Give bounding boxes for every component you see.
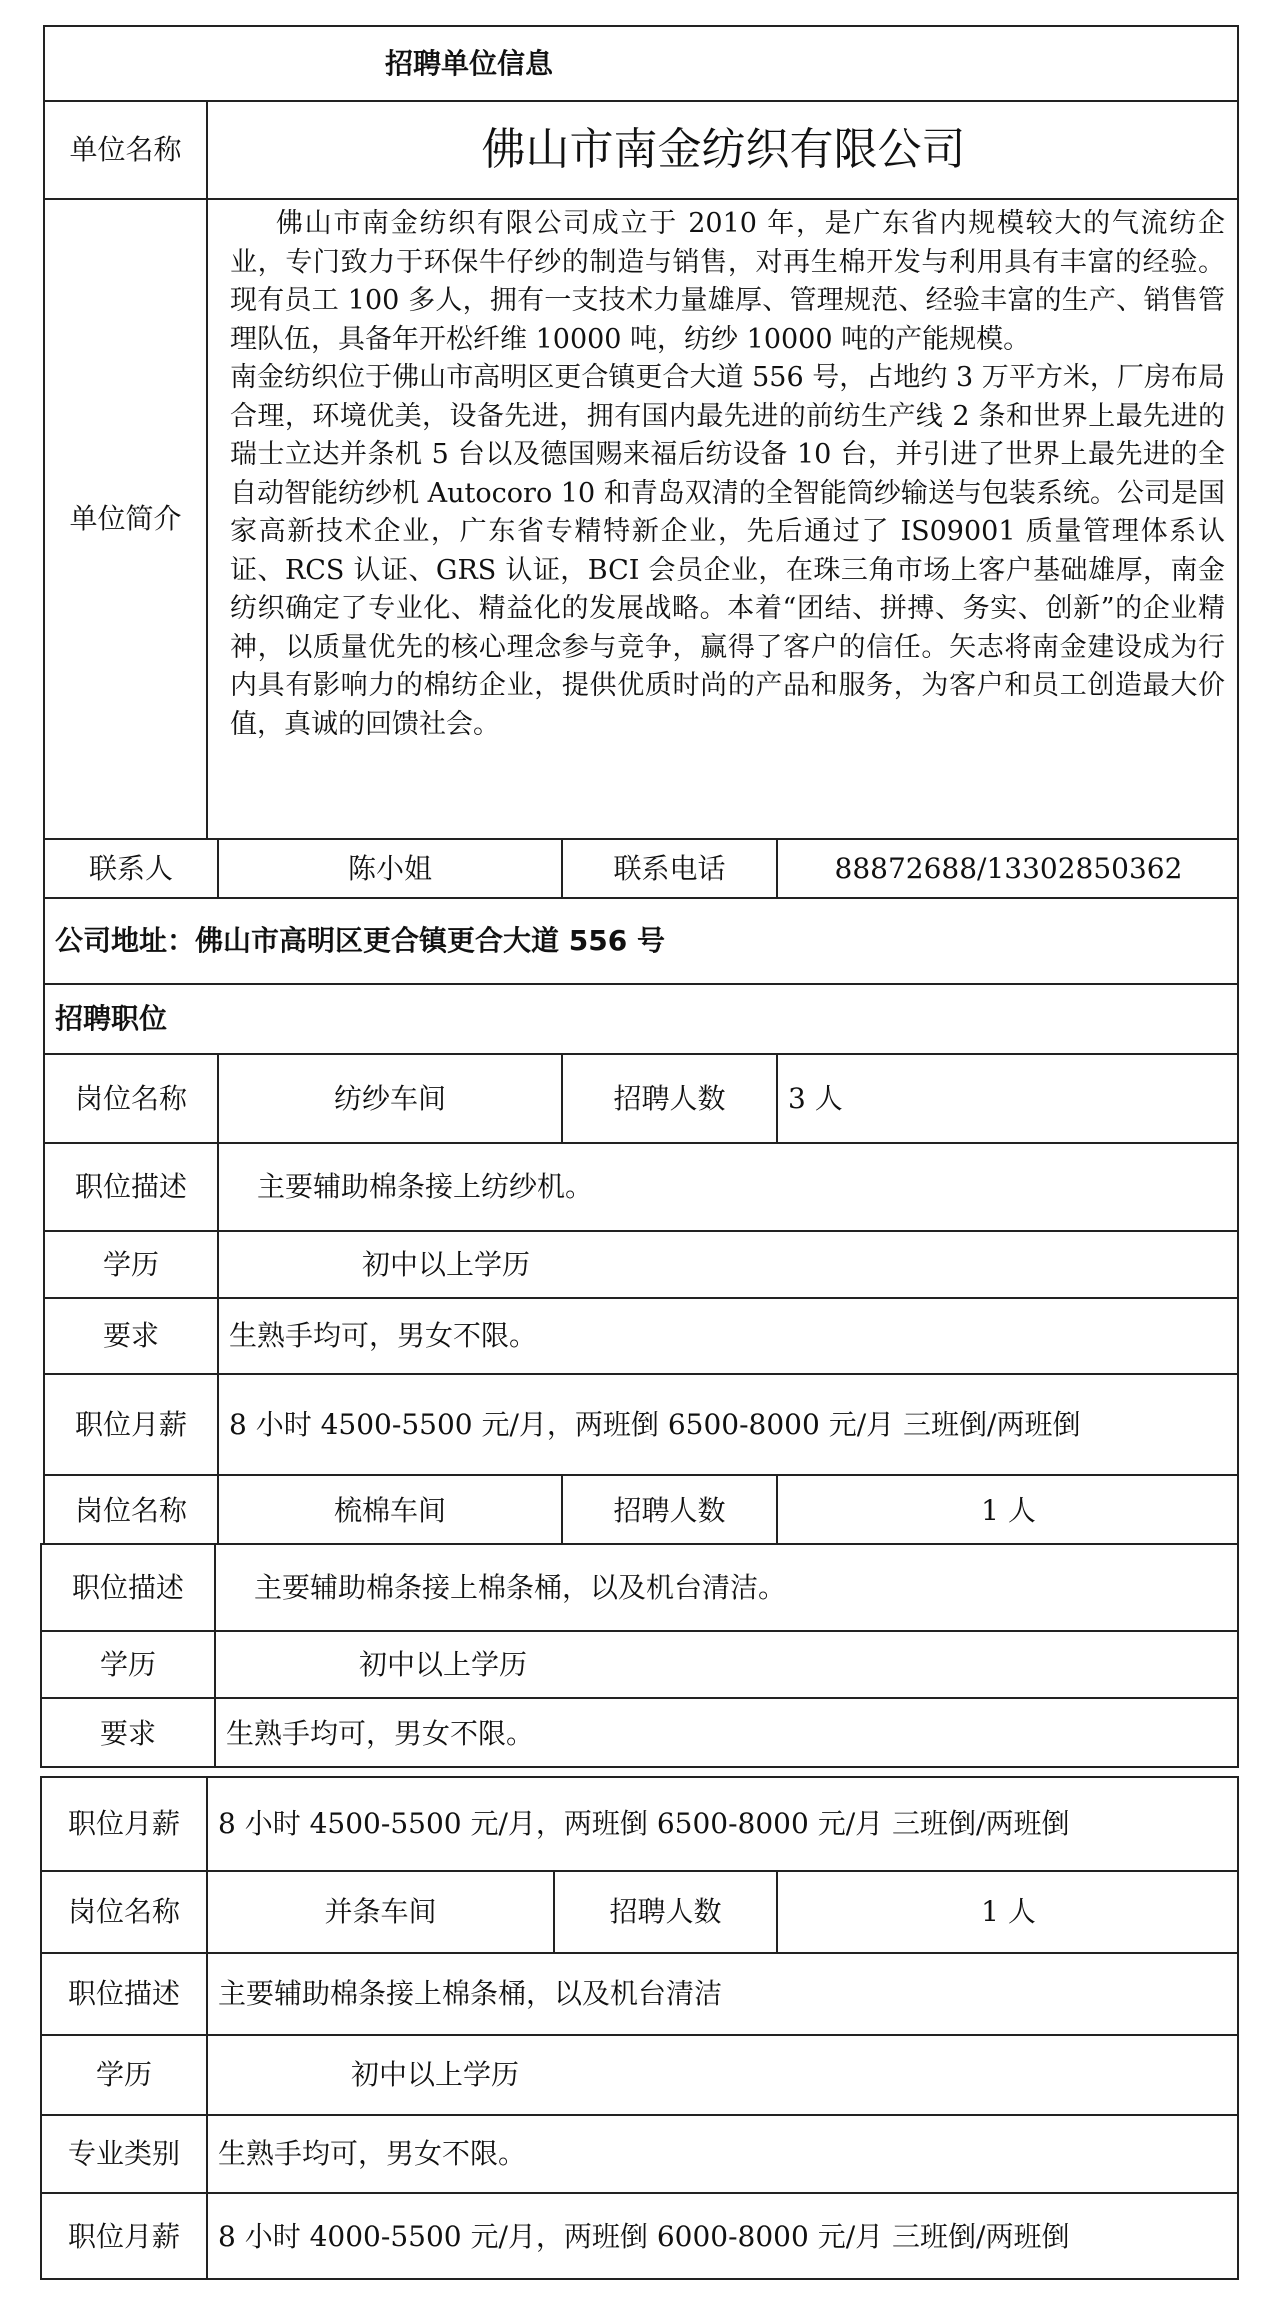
- position-1-desc-label: 职位描述: [74, 1170, 187, 1204]
- position-1-req: 生熟手均可，男女不限。: [229, 1319, 538, 1353]
- contact-name: 陈小姐: [347, 851, 432, 885]
- position-3-count-label: 招聘人数: [609, 1895, 722, 1929]
- position-1-salary: 8 小时 4500-5500 元/月，两班倒 6500-8000 元/月 三班倒/两班倒: [229, 1407, 1081, 1441]
- position-1-edu: 初中以上学历: [362, 1247, 531, 1281]
- company-intro-paragraph-1: 佛山市南金纺织有限公司成立于 2010 年，是广东省内规模较大的气流纺企业，专门致力于环保牛仔纱的制造与销售，对再生棉开发与利用具有丰富的经验。现有员工 100 多人，拥有一支技术力量雄厚、管理规范、经验丰富的生产、销售管理队伍，具备年开松纤维 10000 吨，纺纱 10000 吨的产能规模。: [230, 208, 1225, 355]
- position-2-count-label: 招聘人数: [613, 1493, 726, 1527]
- position-1-count: 3 人: [788, 1081, 843, 1115]
- position-3-salary: 8 小时 4000-5500 元/月，两班倒 6000-8000 元/月 三班倒/两班倒: [218, 2220, 1070, 2254]
- position-3-salary-label: 职位月薪: [67, 2220, 180, 2254]
- position-2-edu: 初中以上学历: [359, 1647, 528, 1681]
- position-2-salary: 8 小时 4500-5500 元/月，两班倒 6500-8000 元/月 三班倒/两班倒: [218, 1807, 1070, 1841]
- position-2-salary-label: 职位月薪: [67, 1807, 180, 1841]
- company-intro-paragraph-2: 南金纺织位于佛山市高明区更合镇更合大道 556 号，占地约 3 万平方米，厂房布局合理，环境优美，设备先进，拥有国内最先进的前纺生产线 2 条和世界上最先进的瑞士立达并条机 5 台以及德国赐来福后纺设备 10 台，并引进了世界上最先进的全自动智能纺纱机 Autocoro 10 和青岛双清的全智能筒纱输送与包装系统。公司是国家高新技术企业，广东省专精特新企业，先后通过了 IS09001 质量管理体系认证、RCS 认证、GRS 认证，BCI 会员企业，在珠三角市场上客户基础雄厚，南金纺织确定了专业化、精益化的发展战略。本着“团结、拼搏、务实、创新”的企业精神，以质量优先的核心理念参与竞争，赢得了客户的信任。矢志将南金建设成为行内具有影响力的棉纺企业，提供优质时尚的产品和服务，为客户和员工创造最大价值，真诚的回馈社会。: [230, 362, 1225, 740]
- form-title: 招聘单位信息: [385, 46, 554, 80]
- position-2-desc: 主要辅助棉条接上棉条桶，以及机台清洁。: [254, 1570, 787, 1604]
- position-2-req-label: 要求: [99, 1716, 156, 1750]
- position-3-edu-label: 学历: [95, 2058, 152, 2092]
- positions-title: 招聘职位: [55, 1002, 168, 1036]
- company-intro: [208, 205, 1239, 833]
- position-2-desc-label: 职位描述: [71, 1570, 184, 1604]
- position-3-desc: 主要辅助棉条接上棉条桶，以及机台清洁: [218, 1977, 723, 2011]
- position-2-edu-label: 学历: [99, 1647, 156, 1681]
- position-3-name-label: 岗位名称: [67, 1895, 180, 1929]
- position-1-salary-label: 职位月薪: [74, 1407, 187, 1441]
- position-2-name: 梳棉车间: [333, 1493, 446, 1527]
- phone-label: 联系电话: [613, 851, 726, 885]
- contact-label: 联系人: [88, 851, 173, 885]
- company-address: 公司地址：佛山市高明区更合镇更合大道 556 号: [55, 924, 665, 958]
- position-3-desc-label: 职位描述: [67, 1977, 180, 2011]
- company-name: 佛山市南金纺织有限公司: [481, 123, 966, 175]
- position-1-count-label: 招聘人数: [613, 1081, 726, 1115]
- position-1-name: 纺纱车间: [333, 1081, 446, 1115]
- company-name-label: 单位名称: [69, 133, 182, 167]
- position-1-desc: 主要辅助棉条接上纺纱机。: [257, 1170, 594, 1204]
- position-2-name-label: 岗位名称: [74, 1493, 187, 1527]
- position-3-count: 1 人: [981, 1895, 1036, 1929]
- position-1-req-label: 要求: [102, 1319, 159, 1353]
- position-1-edu-label: 学历: [102, 1247, 159, 1281]
- position-3-req-label: 专业类别: [67, 2137, 180, 2171]
- position-3-name: 并条车间: [324, 1895, 437, 1929]
- position-2-count: 1 人: [981, 1493, 1036, 1527]
- company-intro-label: 单位简介: [69, 502, 182, 536]
- phone-number: 88872688/13302850362: [834, 851, 1183, 885]
- position-1-name-label: 岗位名称: [74, 1081, 187, 1115]
- position-3-req: 生熟手均可，男女不限。: [218, 2137, 527, 2171]
- position-2-req: 生熟手均可，男女不限。: [226, 1716, 535, 1750]
- position-3-edu: 初中以上学历: [351, 2058, 520, 2092]
